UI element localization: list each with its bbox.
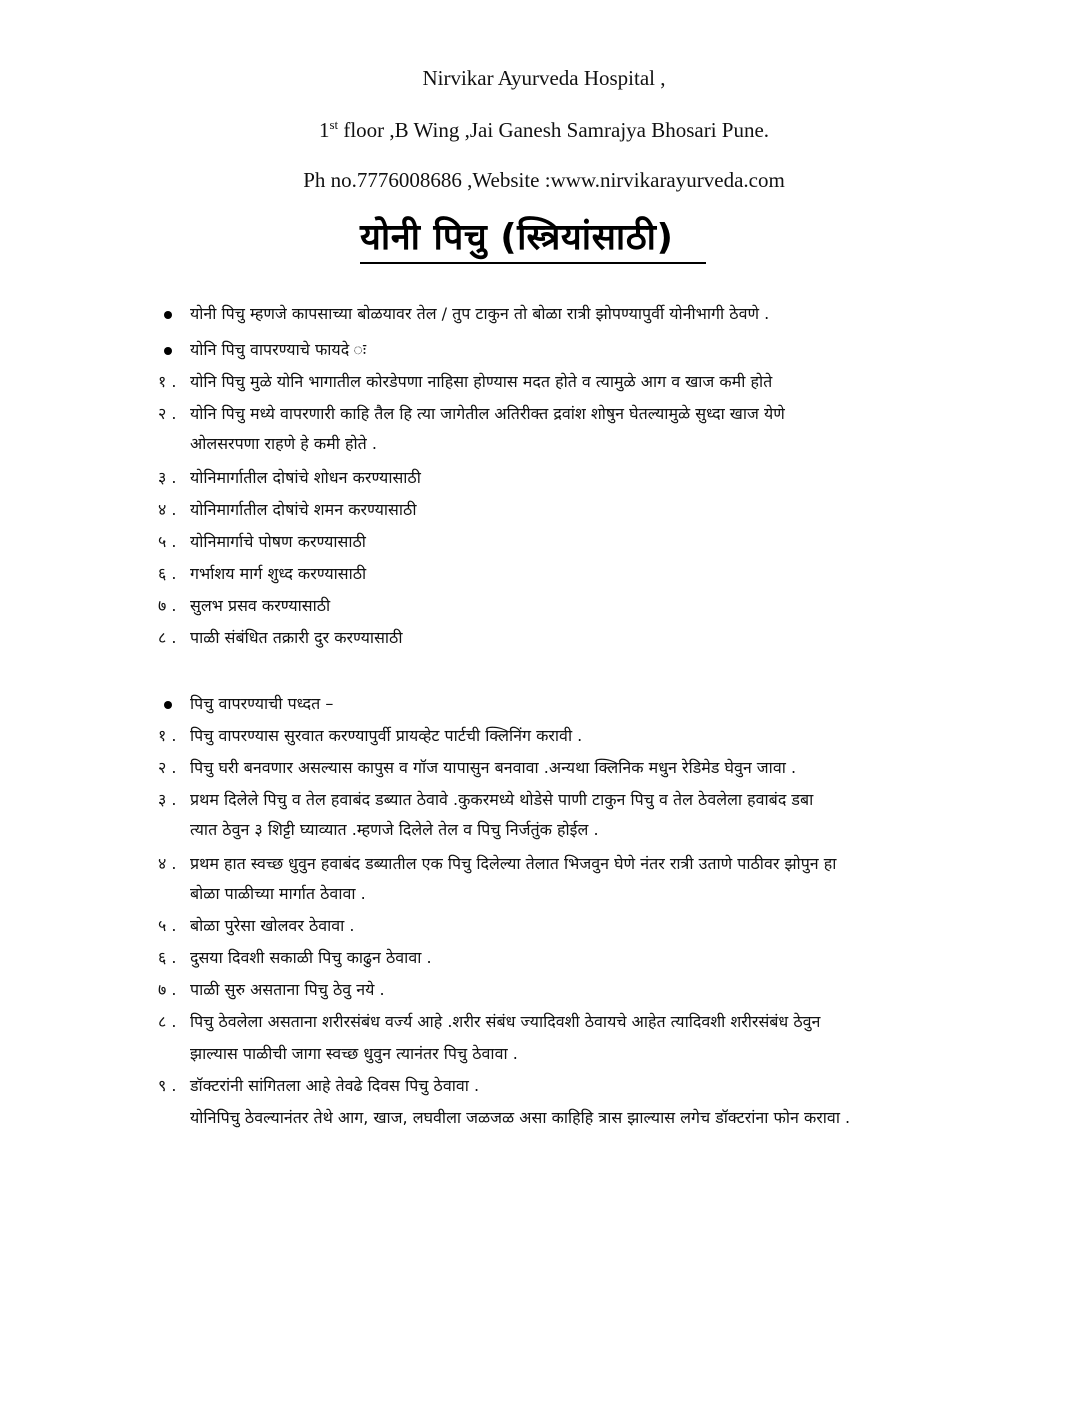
bullet-benefits-heading — [158, 340, 366, 360]
item-text: सुलभ प्रसव करण्यासाठी — [190, 596, 331, 615]
step-number: ७ . — [158, 980, 177, 999]
item-number: ८ . — [158, 628, 177, 647]
item-number: ५ . — [158, 532, 177, 551]
method-heading: पिचु वापरण्याची पध्दत – — [190, 694, 334, 713]
item-text: गर्भाशय मार्ग शुध्द करण्यासाठी — [190, 564, 367, 583]
method-step — [158, 854, 836, 874]
definition-text: योनी पिचु म्हणजे कापसाच्या बोळयावर तेल / तुप टाकुन तो बोळा रात्री झोपण्यापुर्वी योनीभागी ठेवणे . — [190, 304, 770, 323]
item-text: पाळी संबंधित तक्रारी दुर करण्यासाठी — [190, 628, 403, 647]
method-step — [158, 948, 432, 968]
step-number: ९ . — [158, 1076, 177, 1095]
step-text: पिचु वापरण्यास सुरवात करण्यापुर्वी प्रायव्हेट पार्टची क्लिनिंग करावी . — [190, 726, 583, 745]
bullet-method-heading — [158, 694, 333, 714]
method-step — [158, 790, 813, 810]
benefit-item-continuation: ओलसरपणा राहणे हे कमी होते . — [190, 434, 377, 453]
step-number: ५ . — [158, 916, 177, 935]
benefit-item — [158, 372, 772, 392]
step-number: ४ . — [158, 854, 177, 873]
step-number: २ . — [158, 758, 177, 777]
benefit-item — [158, 500, 416, 520]
item-text: योनि पिचु मध्ये वापरणारी काहि तैल हि त्या जागेतील अतिरीक्त द्रवांश शोषुन घेतल्यामुळे सुध्दा खाज येणे — [190, 404, 785, 423]
benefits-heading: योनि पिचु वापरण्याचे फायदे ः — [190, 340, 367, 359]
item-text: योनिमार्गातील दोषांचे शोधन करण्यासाठी — [190, 468, 421, 487]
benefit-item — [158, 404, 785, 424]
step-text: पाळी सुरु असताना पिचु ठेवु नये . — [190, 980, 385, 999]
step-text: डॉक्टरांनी सांगितला आहे तेवढे दिवस पिचु ठेवावा . — [190, 1076, 480, 1095]
step-text: दुसया दिवशी सकाळी पिचु काढुन ठेवावा . — [190, 948, 432, 967]
method-step — [158, 726, 582, 746]
item-number: २ . — [158, 404, 177, 423]
item-number: ७ . — [158, 596, 177, 615]
method-step-continuation: बोळा पाळीच्या मार्गात ठेवावा . — [190, 884, 366, 903]
bullet-definition — [158, 304, 769, 324]
step-text: पिचु ठेवलेला असताना शरीरसंबंध वर्ज्य आहे .शरीर संबंध ज्यादिवशी ठेवायचे आहेत त्यादिवशी शरीरसंबंध ठेवुन — [190, 1012, 821, 1031]
method-step — [158, 1012, 820, 1032]
document-title: योनी पिचु (स्त्रियांसाठी) — [360, 217, 674, 258]
item-number: ४ . — [158, 500, 177, 519]
floor-ordinal-suffix: st — [329, 117, 339, 132]
method-step — [158, 916, 355, 936]
method-step — [158, 1076, 479, 1096]
item-text: योनिमार्गाचे पोषण करण्यासाठी — [190, 532, 366, 551]
method-step — [158, 758, 796, 778]
method-step-continuation: योनिपिचु ठेवल्यानंतर तेथे आग, खाज, लघवीला जळजळ असा काहिहि त्रास झाल्यास लगेच डॉक्टरांना फोन करावा . — [190, 1108, 851, 1127]
item-text: योनिमार्गातील दोषांचे शमन करण्यासाठी — [190, 500, 417, 519]
step-number: ३ . — [158, 790, 177, 809]
item-text: योनि पिचु मुळे योनि भागातील कोरडेपणा नाहिसा होण्यास मदत होते व त्यामुळे आग व खाज कमी होते — [190, 372, 773, 391]
method-step-continuation: त्यात ठेवुन ३ शिट्टी घ्याव्यात .म्हणजे दिलेले तेल व पिचु निर्जतुंक होईल . — [190, 820, 599, 839]
bullet-icon — [164, 347, 172, 355]
benefit-item — [158, 596, 330, 616]
benefit-item — [158, 468, 421, 488]
bullet-icon — [164, 311, 172, 319]
method-step-continuation: झाल्यास पाळीची जागा स्वच्छ धुवुन त्यानंतर पिचु ठेवावा . — [190, 1044, 518, 1063]
item-number: ३ . — [158, 468, 177, 487]
step-text: प्रथम दिलेले पिचु व तेल हवाबंद डब्यात ठेवावे .कुकरमध्ये थोडेसे पाणी टाकुन पिचु व तेल ठेवलेला हवाबंद डबा — [190, 790, 814, 809]
benefit-item — [158, 628, 402, 648]
title-underline — [360, 262, 706, 264]
step-number: ८ . — [158, 1012, 177, 1031]
hospital-address — [0, 117, 1088, 143]
method-step — [158, 980, 385, 1000]
benefit-item — [158, 532, 366, 552]
step-number: ६ . — [158, 948, 177, 967]
step-number: १ . — [158, 726, 177, 745]
address-rest: floor ,B Wing ,Jai Ganesh Samrajya Bhosari Pune. — [338, 118, 770, 142]
hospital-name: Nirvikar Ayurveda Hospital , — [422, 66, 666, 90]
benefit-item — [158, 564, 366, 584]
item-number: १ . — [158, 372, 177, 391]
bullet-icon — [164, 701, 172, 709]
step-text: पिचु घरी बनवणार असल्यास कापुस व गॉज यापासुन बनवावा .अन्यथा क्लिनिक मधुन रेडिमेड घेवुन जावा . — [190, 758, 797, 777]
step-text: बोळा पुरेसा खोलवर ठेवावा . — [190, 916, 355, 935]
hospital-contact: Ph no.7776008686 ,Website :www.nirvikarayurveda.com — [303, 168, 785, 192]
document-title-block — [360, 216, 706, 260]
floor-number: 1 — [318, 118, 330, 142]
step-text: प्रथम हात स्वच्छ धुवुन हवाबंद डब्यातील एक पिचु दिलेल्या तेलात भिजवुन घेणे नंतर रात्री उताणे पाठीवर झोपुन हा — [190, 854, 837, 873]
item-number: ६ . — [158, 564, 177, 583]
